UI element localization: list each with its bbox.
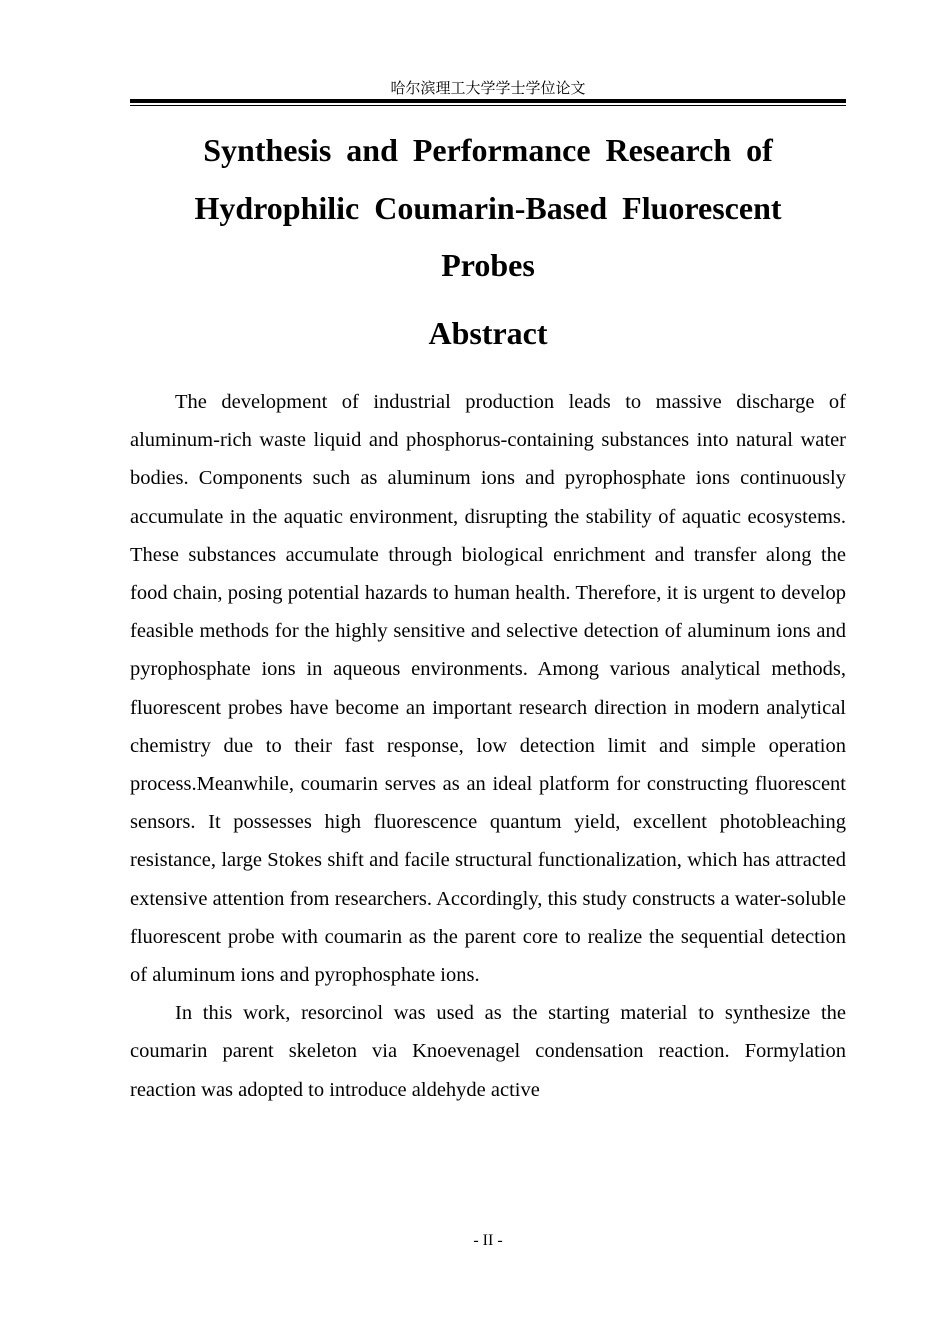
abstract-heading: Abstract	[428, 315, 548, 351]
abstract-paragraph-1: The development of industrial production leads to massive discharge of aluminum-rich waste liquid and phosphorus-containing substances into natural water bodies. Components such as aluminum ions and pyrophosphate ions continuously accumulate in the aquatic environment, disrupting the stability of aquatic ecosystems. These substances accumulate through biological enrichment and transfer along the food chain, posing potential hazards to human health. Therefore, it is urgent to develop feasible methods for the highly sensitive and selective detection of aluminum ions and pyrophosphate ions in aqueous environments. Among various analytical methods, fluorescent probes have become an important research direction in modern analytical chemistry due to their fast response, low detection limit and simple operation process.Meanwhile, coumarin serves as an ideal platform for constructing fluorescent sensors. It possesses high fluorescence quantum yield, excellent photobleaching resistance, large Stokes shift and facile structural functionalization, which has attracted extensive attention from researchers. Accordingly, this study constructs a water-soluble fluorescent probe with coumarin as the parent core to realize the sequential detection of aluminum ions and pyrophosphate ions.	[130, 391, 846, 987]
header-rule-thick	[130, 99, 846, 103]
abstract-body	[130, 383, 846, 1109]
running-header: 哈尔滨理工大学学士学位论文	[390, 79, 586, 97]
abstract-paragraph-2: In this work, resorcinol was used as the starting material to synthesize the coumarin parent skeleton via Knoevenagel condensation reaction. Formylation reaction was adopted to introduce aldehyde active	[130, 1002, 846, 1101]
header-rule-thin	[130, 105, 846, 106]
thesis-title: Synthesis and Performance Research of Hydrophilic Coumarin-Based Fluorescent Probes	[194, 132, 782, 283]
page-number: - II -	[473, 1232, 503, 1249]
